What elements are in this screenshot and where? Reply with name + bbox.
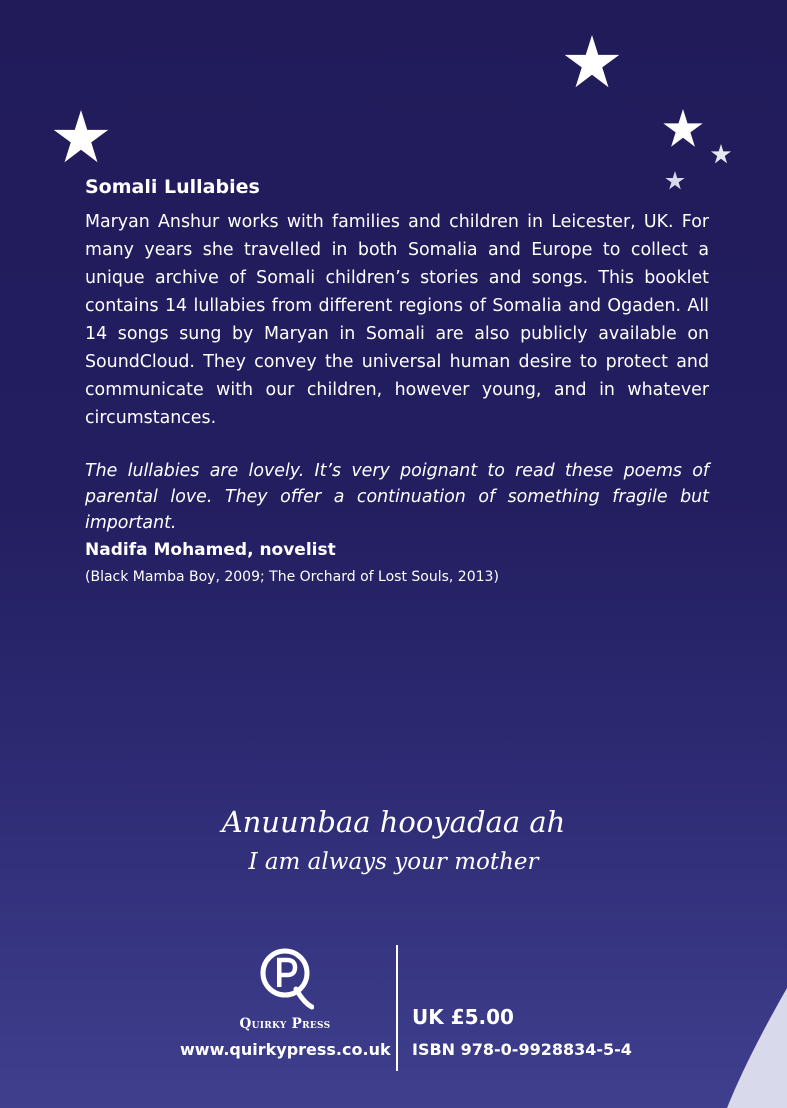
section-body: Maryan Anshur works with families and children in Leicester, UK. For many years she travelled in both Somalia and Europe to collect a unique archive of Somali children’s stories and songs. This booklet contains 14 lullabies from different regions of Somalia and Ogaden. All 14 songs sung by Maryan in Somali are also publicly available on SoundCloud. They convey the universal human desire to protect and communicate with our children, however young, and in whatever circumstances. xyxy=(85,212,709,428)
review-author-books: (Black Mamba Boy, 2009; The Orchard of Lost Souls, 2013) xyxy=(85,569,499,585)
english-title: I am always your mother xyxy=(248,849,539,875)
publisher-website: www.quirkypress.co.uk xyxy=(180,1040,391,1059)
price: UK £5.00 xyxy=(412,1005,514,1029)
quirky-press-logo xyxy=(256,947,314,1011)
description-section xyxy=(85,174,709,432)
section-heading: Somali Lullabies xyxy=(85,176,260,198)
divider xyxy=(396,945,398,1071)
star-icon xyxy=(563,35,621,89)
review-author: Nadifa Mohamed, novelist xyxy=(85,540,336,560)
publisher-name: Quirky Press xyxy=(239,1016,331,1032)
star-icon xyxy=(52,110,110,164)
star-icon xyxy=(710,144,732,164)
somali-title: Anuunbaa hooyadaa ah xyxy=(221,805,566,839)
corner-decoration xyxy=(727,988,787,1108)
review-quote: The lullabies are lovely. It’s very poignant to read these poems of parental love. They offer a continuation of something fragile but important. xyxy=(85,461,709,533)
isbn: ISBN 978-0-9928834-5-4 xyxy=(412,1040,632,1059)
star-icon xyxy=(662,109,704,148)
